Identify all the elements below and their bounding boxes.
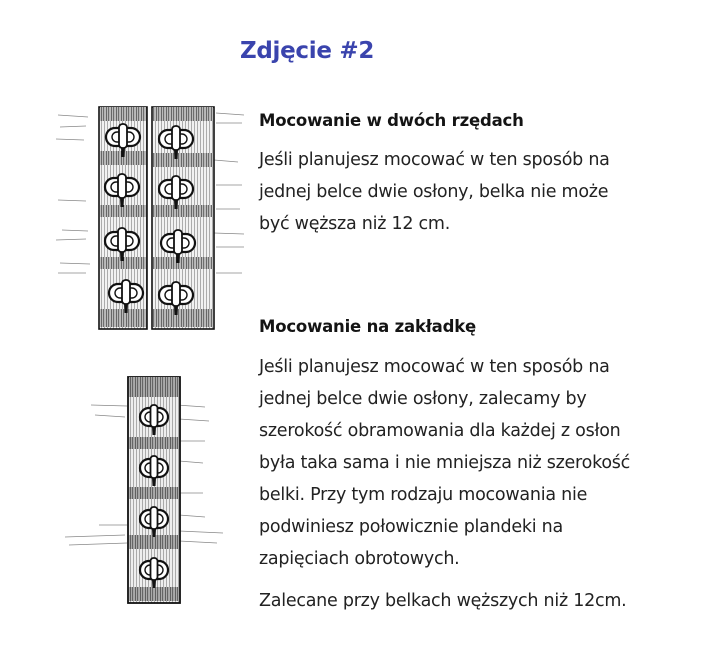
section-description bbox=[259, 351, 699, 575]
overlap-strap-illustration bbox=[55, 375, 245, 607]
recommendation-note: Zalecane przy belkach węższych niż 12cm. bbox=[259, 591, 627, 611]
section-description bbox=[259, 144, 699, 240]
text-line: Jeśli planujesz mocować w ten sposób na bbox=[259, 357, 610, 377]
text-line: belki. Przy tym rodzaju mocowania nie bbox=[259, 485, 588, 505]
text-line: była taka sama i nie mniejsza niż szerokość bbox=[259, 453, 631, 473]
page-title: Zdjęcie #2 bbox=[240, 38, 375, 64]
text-line: być węższa niż 12 cm. bbox=[259, 214, 451, 234]
section-overlap bbox=[259, 316, 699, 617]
section-heading: Mocowanie na zakładkę bbox=[259, 317, 476, 336]
text-line: Jeśli planujesz mocować w ten sposób na bbox=[259, 150, 610, 170]
text-line: jednej belce dwie osłony, belka nie może bbox=[259, 182, 609, 202]
section-two-rows bbox=[259, 110, 699, 240]
text-line: jednej belce dwie osłony, zalecamy by bbox=[259, 389, 587, 409]
text-line: zapięciach obrotowych. bbox=[259, 549, 460, 569]
text-line: podwiniesz połowicznie plandeki na bbox=[259, 517, 563, 537]
section-heading: Mocowanie w dwóch rzędach bbox=[259, 111, 524, 130]
text-line: szerokość obramowania dla każdej z osłon bbox=[259, 421, 621, 441]
two-row-strap-illustration bbox=[56, 105, 246, 337]
